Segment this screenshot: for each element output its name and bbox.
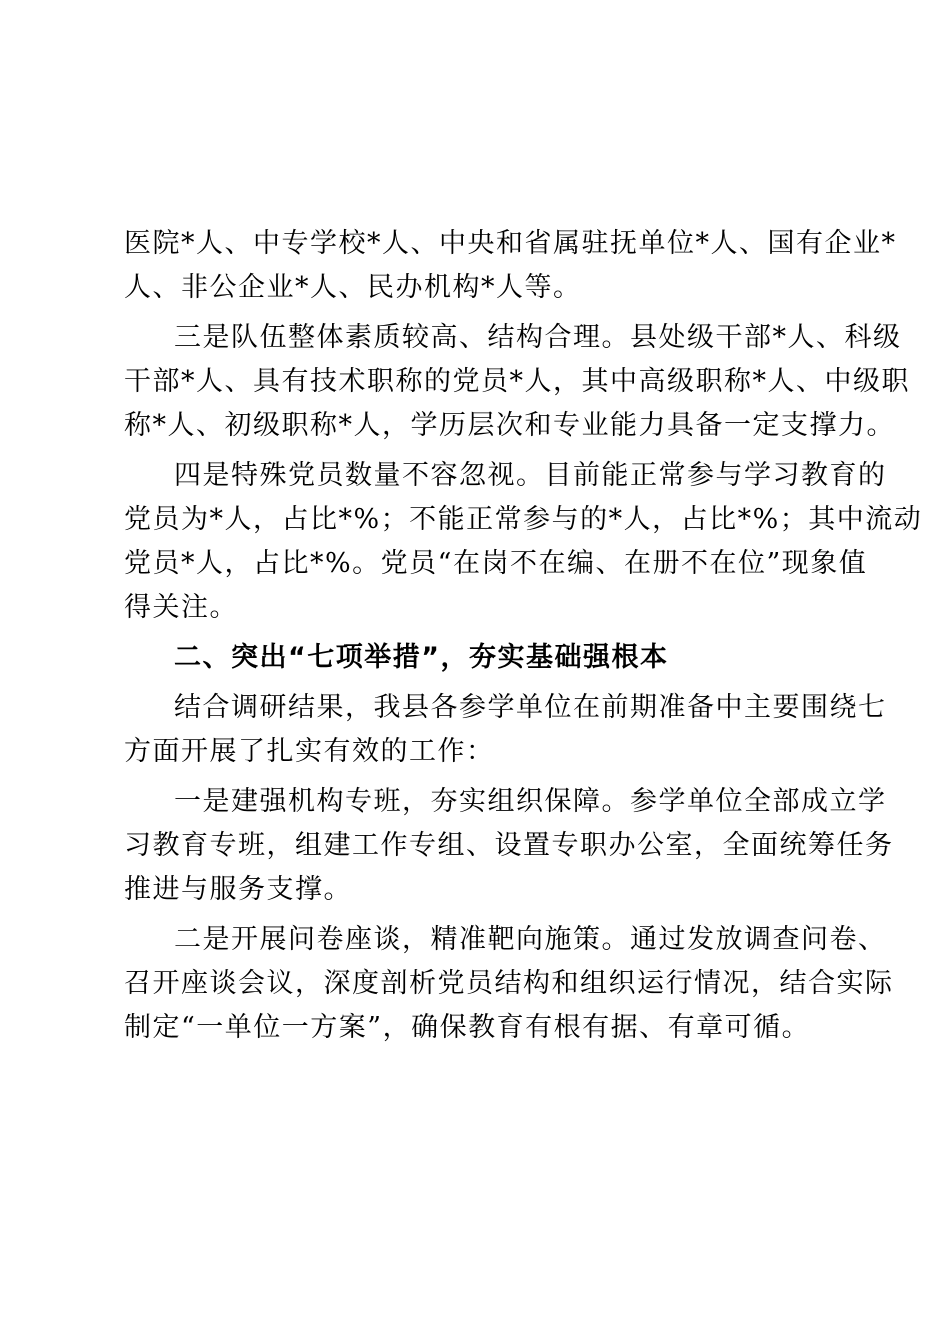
paragraph-measure-one: [124, 780, 894, 912]
text-line: 结合调研结果，我县各参学单位在前期准备中主要围绕七: [174, 692, 887, 723]
text-line: 一是建强机构专班，夯实组织保障。参学单位全部成立学: [174, 786, 887, 817]
text-line: 方面开展了扎实有效的工作：: [124, 736, 495, 767]
text-line: 党员为*人，占比*%；不能正常参与的*人，占比*%；其中流动: [124, 504, 923, 535]
text-line: 召开座谈会议，深度剖析党员结构和组织运行情况，结合实际: [124, 968, 894, 999]
text-line: 习教育专班，组建工作专组、设置专职办公室，全面统筹任务: [124, 830, 894, 861]
document-body: [124, 222, 923, 1056]
section-heading: [124, 636, 830, 680]
paragraph-special-members: [124, 454, 923, 630]
text-line: 制定“一单位一方案”，确保教育有根有据、有章可循。: [124, 1012, 811, 1043]
text-line: 推进与服务支撑。: [124, 874, 352, 905]
text-line: 干部*人、具有技术职称的党员*人，其中高级职称*人、中级职: [124, 366, 910, 397]
text-line: 医院*人、中专学校*人、中央和省属驻抚单位*人、国有企业*: [124, 228, 897, 259]
paragraph-measure-two: [124, 918, 894, 1050]
text-line: 四是特殊党员数量不容忽视。目前能正常参与学习教育的: [174, 460, 887, 491]
text-line: 二是开展问卷座谈，精准靶向施策。通过发放调查问卷、: [174, 924, 887, 955]
paragraph-staff-distribution: [124, 222, 897, 310]
text-line: 称*人、初级职称*人，学历层次和专业能力具备一定支撑力。: [124, 410, 895, 441]
text-line: 得关注。: [124, 592, 238, 623]
section-heading-text: 二、突出“七项举措”，夯实基础强根本: [174, 642, 669, 673]
paragraph-team-quality: [124, 316, 910, 448]
text-line: 人、非公企业*人、民办机构*人等。: [124, 272, 582, 303]
paragraph-research-results: [124, 686, 887, 774]
text-line: 三是队伍整体素质较高、结构合理。县处级干部*人、科级: [174, 322, 902, 353]
text-line: 党员*人，占比*%。党员“在岗不在编、在册不在位”现象值: [124, 548, 868, 579]
